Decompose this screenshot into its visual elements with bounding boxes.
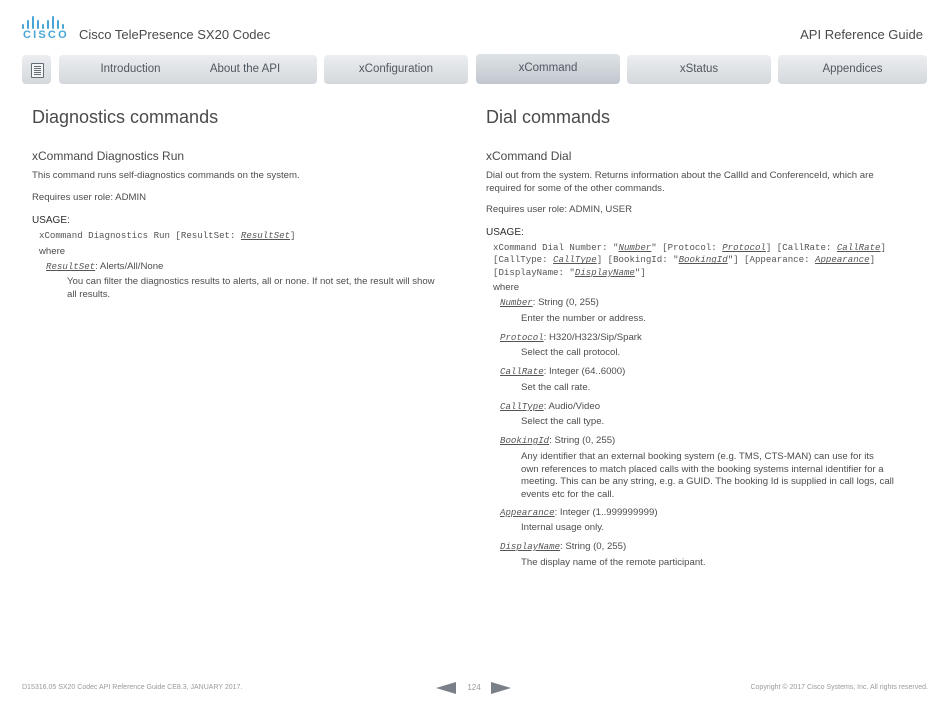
cisco-logo-bars-icon [22,16,66,29]
page-number: 124 [467,683,481,692]
param-appearance: Appearance: Integer (1..999999999) [500,507,658,518]
param-callrate-description: Set the call rate. [521,382,591,393]
param-resultset: ResultSet: Alerts/All/None [46,261,164,272]
tab-xconfiguration[interactable]: xConfiguration [324,55,468,84]
command-description: Dial out from the system. Returns information about the CallId and ConferenceId, which are required for some of the other commands. [486,170,874,194]
usage-code: xCommand Diagnostics Run [ResultSet: ResultSet] [39,230,296,241]
tab-xstatus[interactable]: xStatus [627,55,771,84]
tab-introduction[interactable]: Introduction [59,55,202,84]
where-label: where [39,246,66,257]
usage-code: xCommand Dial Number: "Number" [Protocol: Protocol] [CallRate: CallRate] [CallType: CallType] [BookingId: "BookingId"] [Appearance: Appearance] [DisplayName: "DisplayName"] [493,242,886,278]
user-role: Requires user role: ADMIN, USER [486,204,633,215]
param-calltype: CallType: Audio/Video [500,401,601,412]
where-label: where [493,282,520,293]
page-header [0,0,950,50]
copyright: Copyright © 2017 Cisco Systems, Inc. All rights reserved. [750,684,928,691]
param-protocol-description: Select the call protocol. [521,347,621,358]
document-id: D15316.05 SX20 Codec API Reference Guide CE8.3, JANUARY 2017. [22,684,243,691]
tab-about-the-api[interactable]: About the API [173,55,317,84]
section-title: Diagnostics commands [32,107,219,127]
command-title: xCommand Diagnostics Run [32,149,185,163]
command-title: xCommand Dial [486,149,572,163]
param-protocol: Protocol: H320/H323/Sip/Spark [500,332,642,343]
param-callrate: CallRate: Integer (64..6000) [500,366,626,377]
cisco-logo [22,16,69,44]
usage-label: USAGE: [486,227,524,238]
cisco-logo-text: CISCO [23,29,69,41]
tab-xcommand[interactable]: xCommand [476,54,620,84]
usage-label: USAGE: [32,215,70,226]
section-title: Dial commands [486,107,611,127]
product-title: Cisco TelePresence SX20 Codec [79,27,271,42]
top-navigation [22,55,927,85]
guide-title: API Reference Guide [800,27,923,42]
param-resultset-description: You can filter the diagnostics results to alerts, all or none. If not set, the result will show all results. [67,276,435,300]
param-number-description: Enter the number or address. [521,313,646,324]
param-number: Number: String (0, 255) [500,297,599,308]
param-bookingid: BookingId: String (0, 255) [500,435,616,446]
command-description: This command runs self-diagnostics commands on the system. [32,170,300,181]
param-displayname-description: The display name of the remote participant. [521,557,706,568]
tab-appendices[interactable]: Appendices [778,55,927,84]
next-page-arrow-icon[interactable] [491,682,511,694]
previous-page-arrow-icon[interactable] [436,682,456,694]
param-appearance-description: Internal usage only. [521,522,605,533]
contents-menu-button[interactable] [22,55,51,84]
param-calltype-description: Select the call type. [521,416,605,427]
param-displayname: DisplayName: String (0, 255) [500,541,627,552]
document-menu-icon [31,63,44,78]
param-bookingid-description: Any identifier that an external booking system (e.g. TMS, CTS-MAN) can use for its own references to match placed calls with the booking systems internal identifier for a meeting. This can be any string, e.g. a GUID. The booking Id is supplied in call logs, call events etc for the call. [521,451,894,500]
user-role: Requires user role: ADMIN [32,192,147,203]
